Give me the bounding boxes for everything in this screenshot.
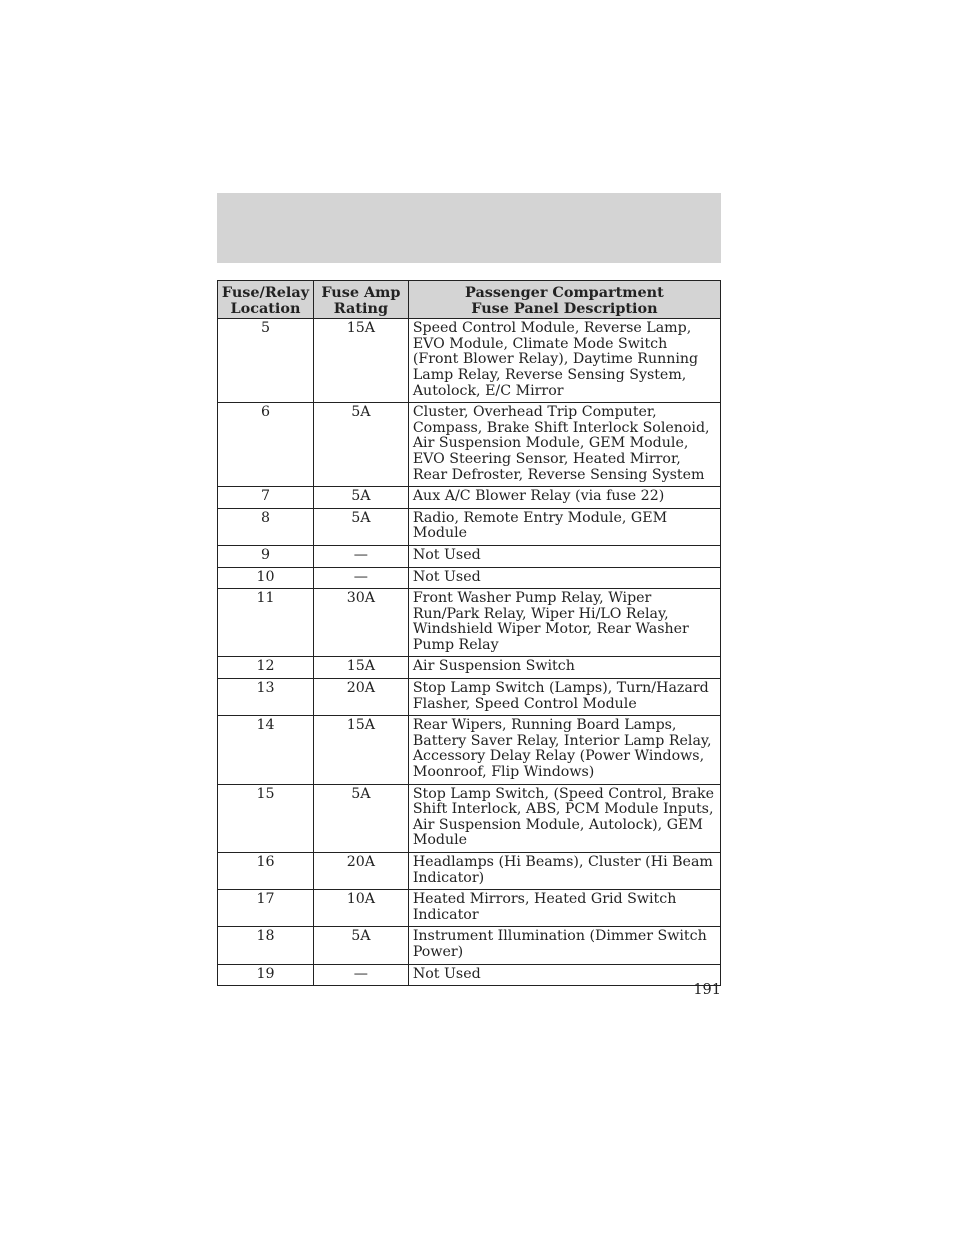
fuse-table	[217, 280, 721, 986]
fuse-rating-cell: —	[313, 964, 408, 986]
fuse-rating-cell: 5A	[313, 927, 408, 964]
header-location-line1: Fuse/Relay	[221, 284, 310, 301]
fuse-description-cell: Air Suspension Switch	[408, 657, 720, 679]
fuse-description-cell: Not Used	[408, 545, 720, 567]
table-row	[218, 890, 721, 927]
header-row	[218, 281, 721, 319]
fuse-location-cell: 6	[218, 403, 314, 487]
table-row	[218, 784, 721, 852]
fuse-rating-cell: 5A	[313, 403, 408, 487]
table-row	[218, 927, 721, 964]
fuse-location-cell: 18	[218, 927, 314, 964]
fuse-description-cell: Radio, Remote Entry Module, GEM Module	[408, 508, 720, 545]
table-row	[218, 403, 721, 487]
table-row	[218, 487, 721, 509]
fuse-location-cell: 14	[218, 716, 314, 784]
fuse-description-cell: Not Used	[408, 964, 720, 986]
fuse-rating-cell: —	[313, 545, 408, 567]
fuse-location-cell: 10	[218, 567, 314, 589]
fuse-description-cell: Headlamps (Hi Beams), Cluster (Hi Beam Indicator)	[408, 853, 720, 890]
fuse-location-cell: 11	[218, 589, 314, 657]
header-rating-line2: Rating	[333, 299, 389, 317]
fuse-description-cell: Rear Wipers, Running Board Lamps, Battery Saver Relay, Interior Lamp Relay, Accessory Delay Relay (Power Windows, Moonroof, Flip Windows)	[408, 716, 720, 784]
header-description	[408, 281, 720, 319]
fuse-rating-cell: 15A	[313, 716, 408, 784]
table-row	[218, 679, 721, 716]
fuse-location-cell: 19	[218, 964, 314, 986]
fuse-location-cell: 16	[218, 853, 314, 890]
header-rating	[313, 281, 408, 319]
fuse-rating-cell: 15A	[313, 657, 408, 679]
fuse-location-cell: 13	[218, 679, 314, 716]
table-row	[218, 589, 721, 657]
header-description-line1: Passenger Compartment	[465, 284, 664, 301]
table-row	[218, 853, 721, 890]
fuse-rating-cell: 20A	[313, 679, 408, 716]
fuse-table-body	[218, 319, 721, 986]
fuse-rating-cell: 10A	[313, 890, 408, 927]
fuse-rating-cell: 30A	[313, 589, 408, 657]
fuse-description-cell: Instrument Illumination (Dimmer Switch Power)	[408, 927, 720, 964]
table-row	[218, 545, 721, 567]
fuse-description-cell: Aux A/C Blower Relay (via fuse 22)	[408, 487, 720, 509]
header-location-line2: Location	[230, 299, 301, 317]
fuse-description-cell: Not Used	[408, 567, 720, 589]
fuse-description-cell: Stop Lamp Switch, (Speed Control, Brake Shift Interlock, ABS, PCM Module Inputs, Air Suspension Module, Autolock), GEM Module	[408, 784, 720, 852]
table-row	[218, 508, 721, 545]
table-row	[218, 716, 721, 784]
fuse-rating-cell: 5A	[313, 784, 408, 852]
fuse-table-header	[218, 281, 721, 319]
fuse-rating-cell: 5A	[313, 487, 408, 509]
table-row	[218, 657, 721, 679]
fuse-location-cell: 15	[218, 784, 314, 852]
fuse-location-cell: 5	[218, 319, 314, 403]
fuse-rating-cell: 20A	[313, 853, 408, 890]
section-header-band	[217, 193, 721, 263]
fuse-description-cell: Cluster, Overhead Trip Computer, Compass, Brake Shift Interlock Solenoid, Air Suspension Module, GEM Module, EVO Steering Sensor, Heated Mirror, Rear Defroster, Reverse Sensing System	[408, 403, 720, 487]
fuse-description-cell: Speed Control Module, Reverse Lamp, EVO Module, Climate Mode Switch (Front Blower Relay), Daytime Running Lamp Relay, Reverse Sensing System, Autolock, E/C Mirror	[408, 319, 720, 403]
header-rating-line1: Fuse Amp	[321, 284, 401, 301]
fuse-description-cell: Heated Mirrors, Heated Grid Switch Indicator	[408, 890, 720, 927]
fuse-location-cell: 7	[218, 487, 314, 509]
fuse-description-cell: Front Washer Pump Relay, Wiper Run/Park Relay, Wiper Hi/LO Relay, Windshield Wiper Motor, Rear Washer Pump Relay	[408, 589, 720, 657]
header-description-line2: Fuse Panel Description	[471, 299, 658, 317]
fuse-location-cell: 17	[218, 890, 314, 927]
table-row	[218, 567, 721, 589]
fuse-rating-cell: 5A	[313, 508, 408, 545]
table-row	[218, 964, 721, 986]
header-location	[218, 281, 314, 319]
fuse-location-cell: 12	[218, 657, 314, 679]
page-number: 191	[693, 982, 721, 998]
fuse-rating-cell: —	[313, 567, 408, 589]
fuse-location-cell: 9	[218, 545, 314, 567]
table-row	[218, 319, 721, 403]
fuse-location-cell: 8	[218, 508, 314, 545]
fuse-rating-cell: 15A	[313, 319, 408, 403]
fuse-description-cell: Stop Lamp Switch (Lamps), Turn/Hazard Flasher, Speed Control Module	[408, 679, 720, 716]
